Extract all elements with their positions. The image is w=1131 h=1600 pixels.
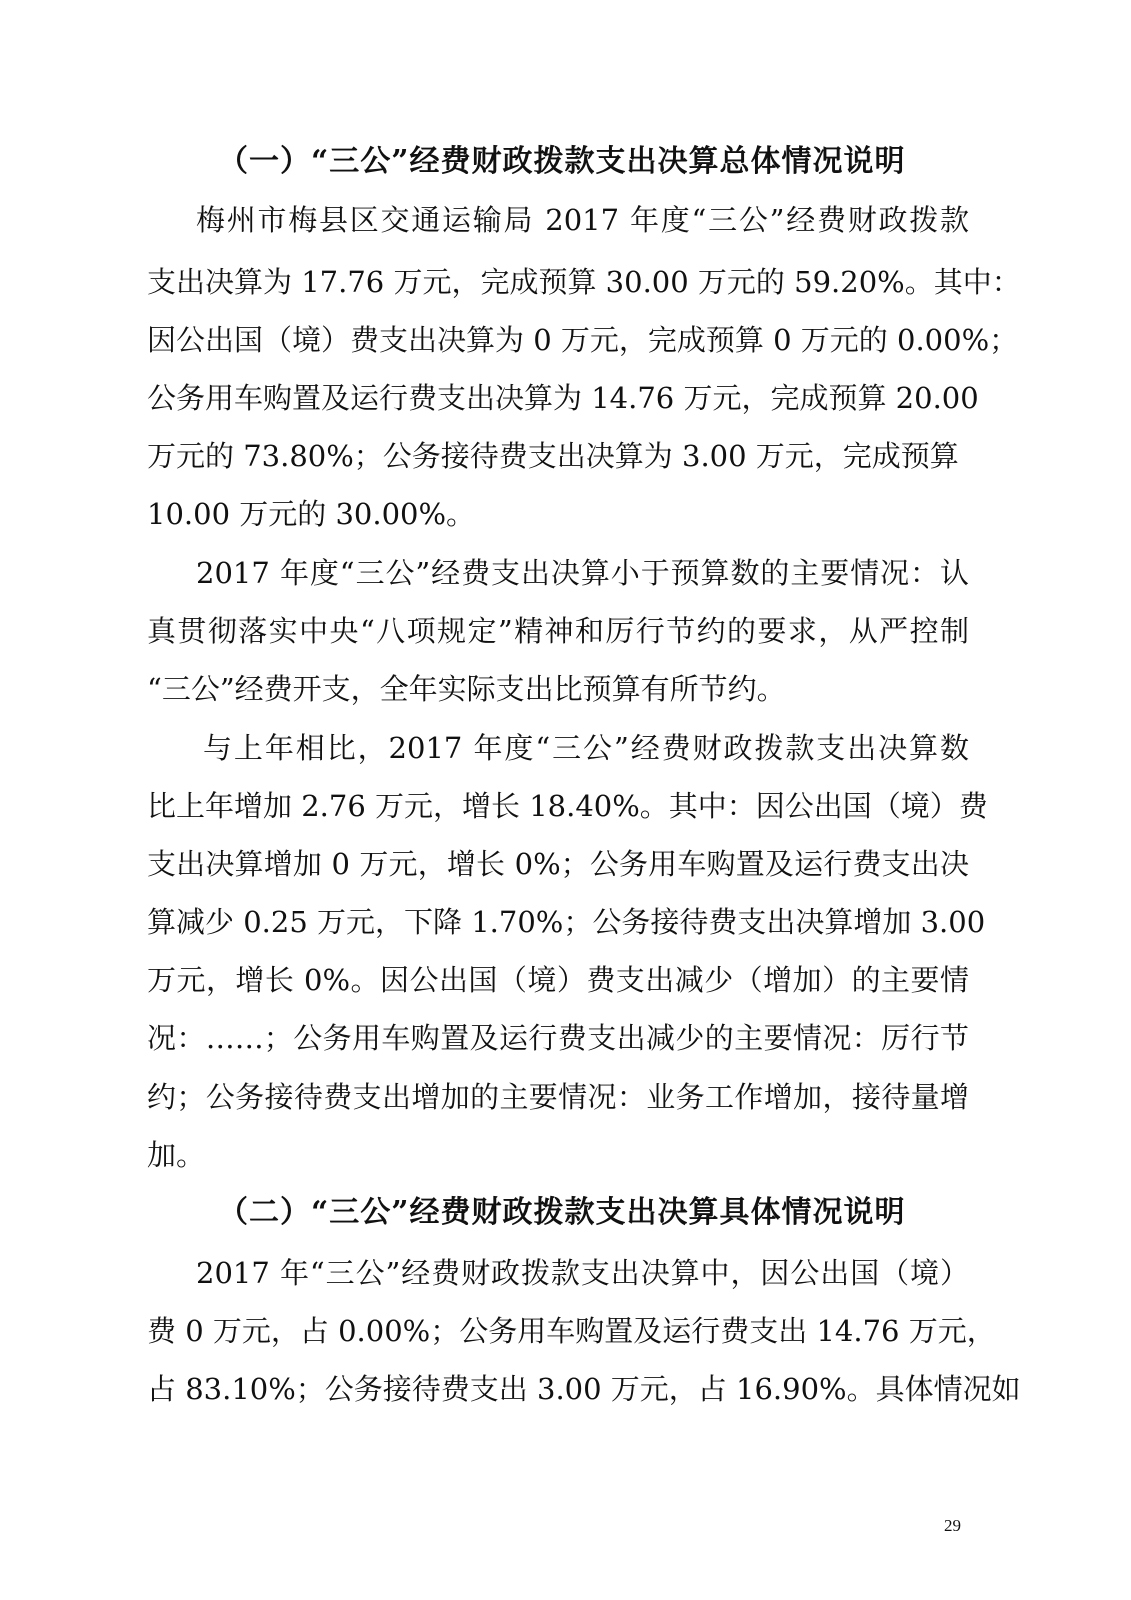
section1-para1-line4: 公务用车购置及运行费支出决算为 14.76 万元，完成预算 20.00 — [147, 381, 979, 415]
section1-para3-line3: 支出决算增加 0 万元，增长 0%；公务用车购置及运行费支出决 — [147, 847, 969, 881]
section1-para1-line1: 梅州市梅县区交通运输局 2017 年度“三公”经费财政拨款 — [196, 203, 969, 237]
section1-para2-line3: “三公”经费开支，全年实际支出比预算有所节约。 — [147, 672, 786, 706]
section2-heading: （二）“三公”经费财政拨款支出决算具体情况说明 — [218, 1195, 906, 1230]
section1-para1-line6: 10.00 万元的 30.00%。 — [147, 497, 476, 531]
section1-para2-line1: 2017 年度“三公”经费支出决算小于预算数的主要情况：认 — [196, 556, 969, 590]
section2-para1-line1: 2017 年“三公”经费财政拨款支出决算中，因公出国（境） — [196, 1256, 969, 1290]
section1-para3-line4: 算减少 0.25 万元，下降 1.70%；公务接待费支出决算增加 3.00 — [147, 905, 986, 939]
section2-para1-line2: 费 0 万元，占 0.00%；公务用车购置及运行费支出 14.76 万元， — [147, 1314, 996, 1348]
section1-para3-line1: 与上年相比，2017 年度“三公”经费财政拨款支出决算数 — [203, 731, 969, 765]
section1-para3-line6: 况：……；公务用车购置及运行费支出减少的主要情况：厉行节 — [147, 1021, 969, 1055]
section2-para1-line3: 占 83.10%；公务接待费支出 3.00 万元，占 16.90%。具体情况如 — [147, 1372, 1021, 1406]
section1-para3-line8: 加。 — [147, 1138, 206, 1172]
page-number: 29 — [944, 1516, 961, 1535]
section1-heading: （一）“三公”经费财政拨款支出决算总体情况说明 — [218, 144, 906, 179]
section1-para2-line2: 真贯彻落实中央“八项规定”精神和厉行节约的要求，从严控制 — [147, 614, 969, 648]
section1-para1-line5: 万元的 73.80%；公务接待费支出决算为 3.00 万元，完成预算 — [147, 439, 959, 473]
section1-para3-line2: 比上年增加 2.76 万元，增长 18.40%。其中：因公出国（境）费 — [147, 789, 988, 823]
section1-para1-line3: 因公出国（境）费支出决算为 0 万元，完成预算 0 万元的 0.00%； — [147, 323, 1019, 357]
section1-para3-line7: 约；公务接待费支出增加的主要情况：业务工作增加，接待量增 — [147, 1080, 969, 1114]
section1-para1-line2: 支出决算为 17.76 万元，完成预算 30.00 万元的 59.20%。其中： — [147, 265, 1021, 299]
section1-para3-line5: 万元，增长 0%。因公出国（境）费支出减少（增加）的主要情 — [147, 963, 969, 997]
